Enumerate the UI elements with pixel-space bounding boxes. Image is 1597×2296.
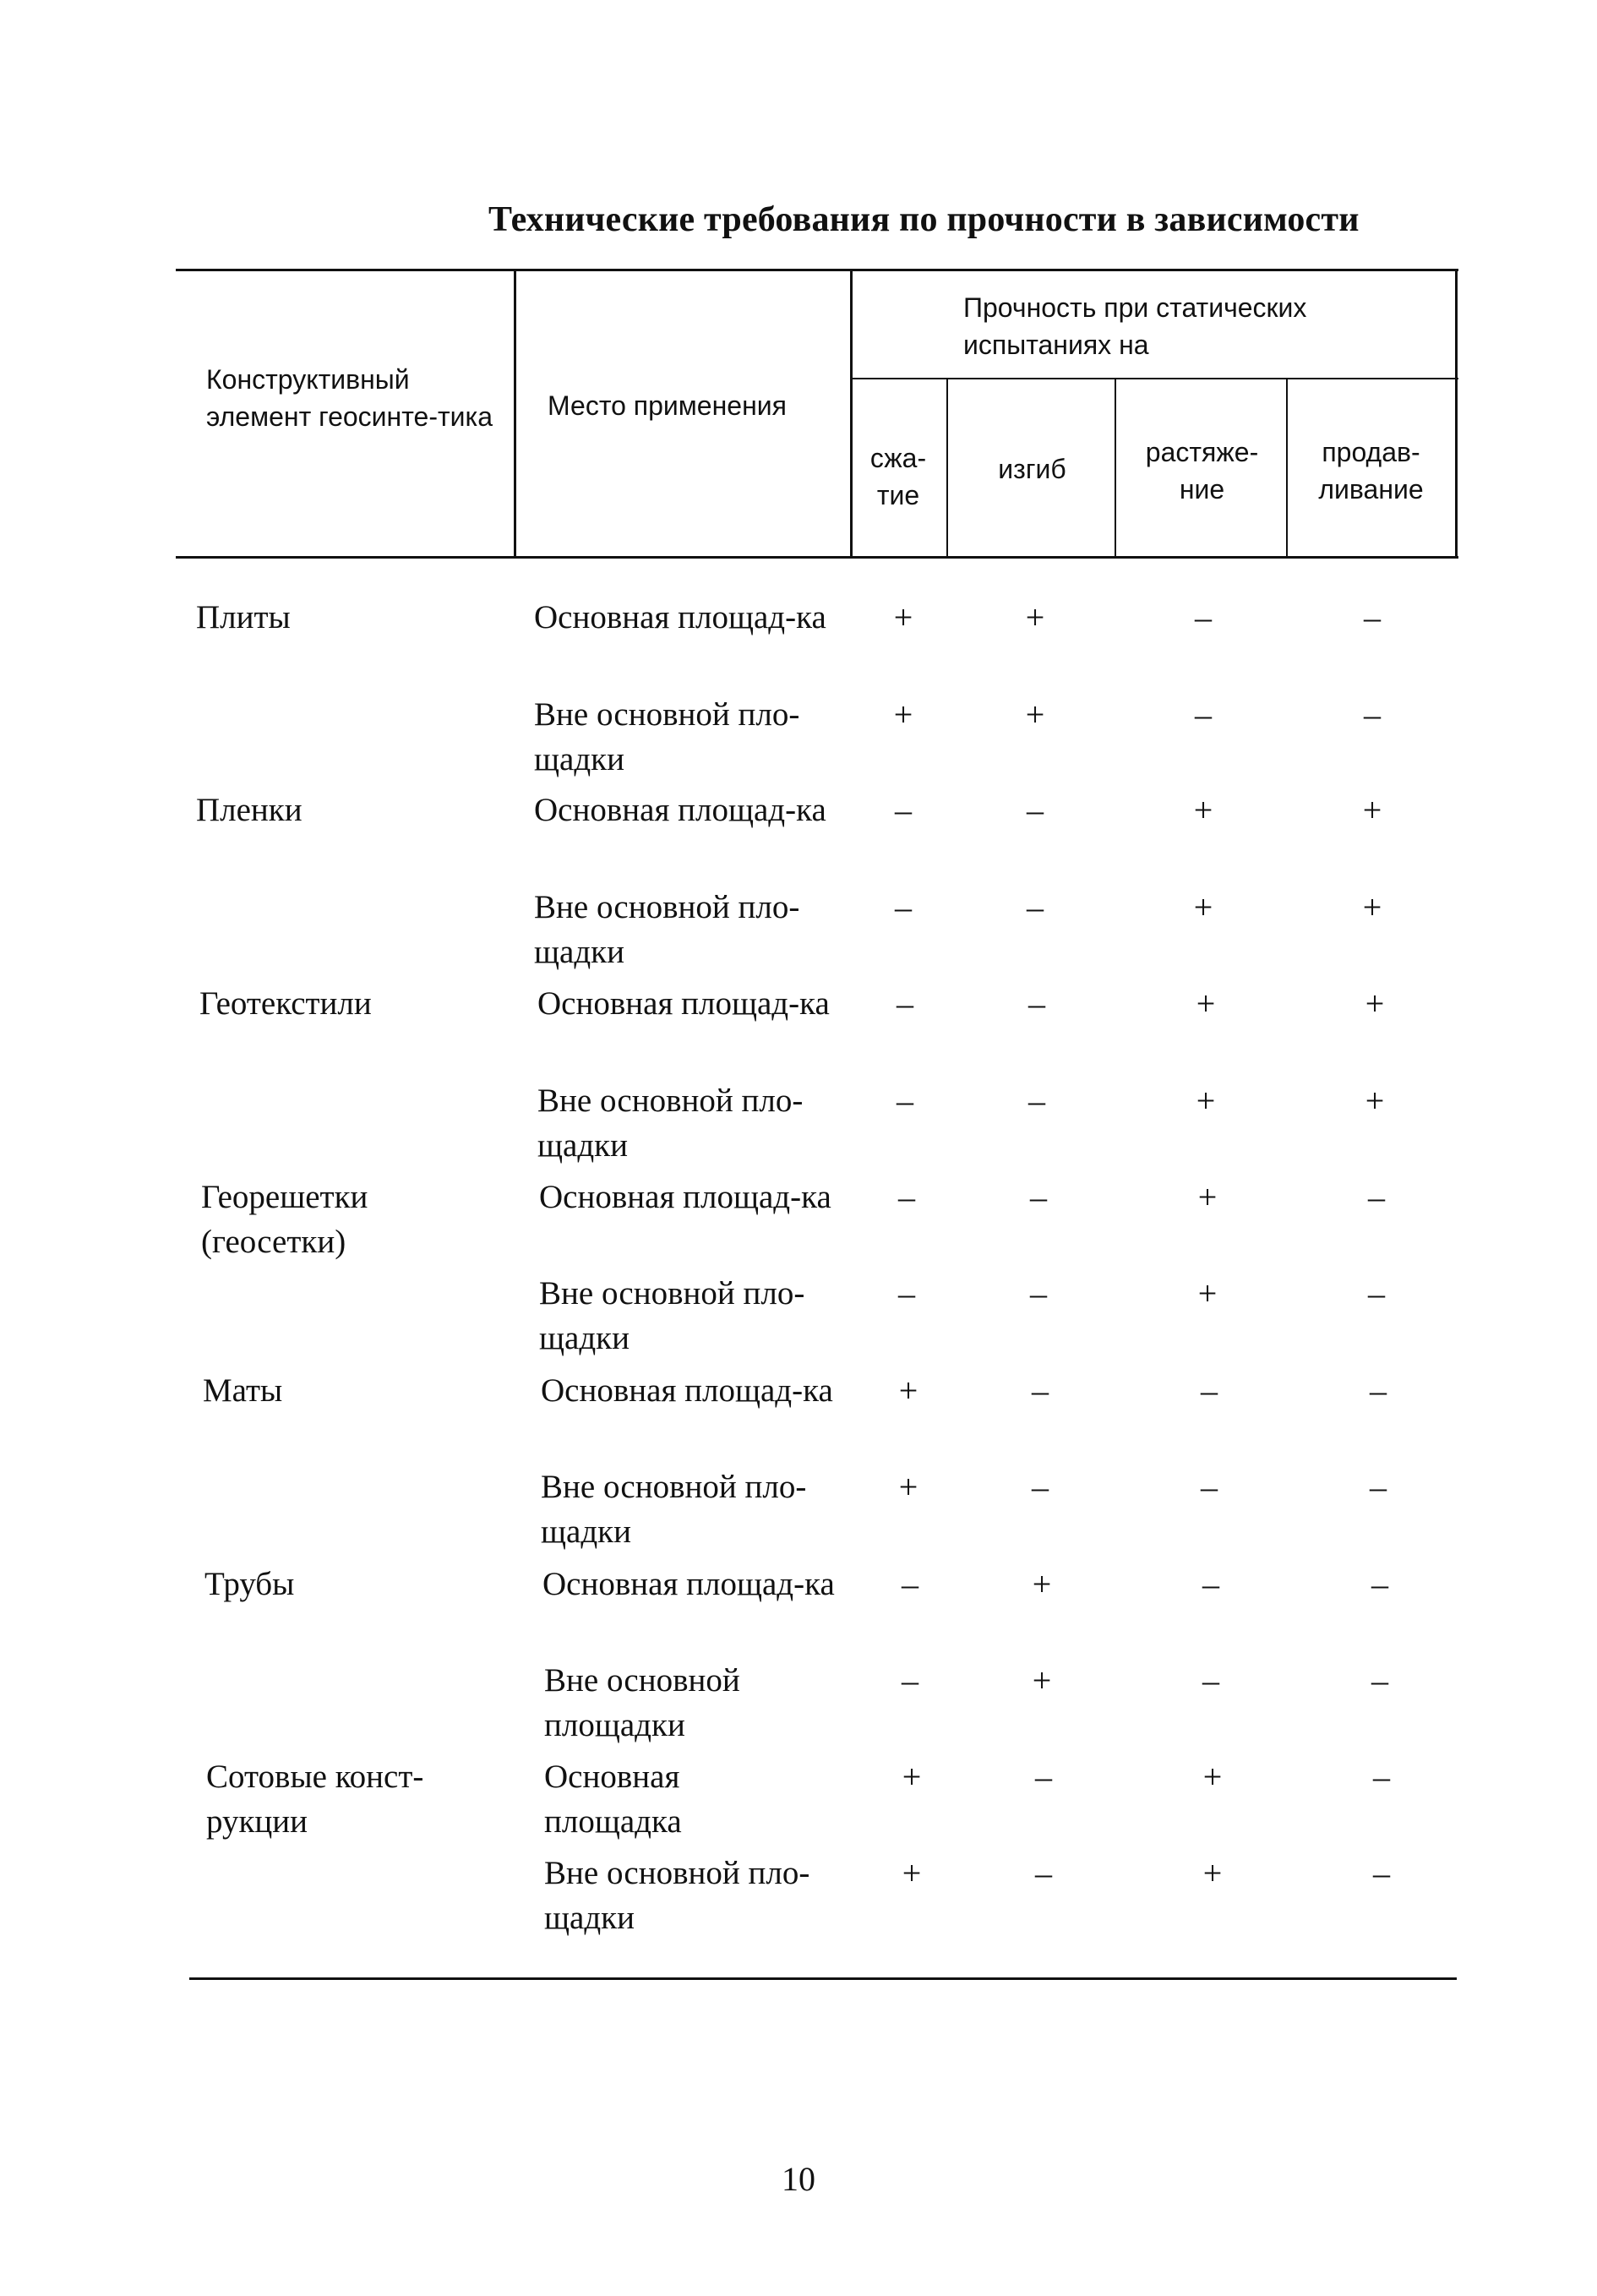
mark-bending: – <box>1030 1178 1047 1216</box>
mark-tension: + <box>1193 888 1213 926</box>
mark-bending: – <box>1028 1082 1045 1120</box>
header-divider-3 <box>946 378 948 559</box>
mark-bending: + <box>1025 598 1045 636</box>
table-title: Технические требования по прочности в зависимости <box>488 200 1360 239</box>
mark-compression: – <box>898 1178 915 1216</box>
mark-tension: – <box>1201 1372 1218 1410</box>
mark-bending: – <box>1032 1372 1049 1410</box>
mark-tension: + <box>1197 1178 1218 1216</box>
place-name: Вне основной пло-щадки <box>534 696 800 777</box>
mark-bending: + <box>1032 1565 1052 1603</box>
mark-tension: + <box>1193 791 1213 829</box>
place-name: Вне основной пло-щадки <box>541 1469 807 1550</box>
header-top-rule <box>176 269 1458 271</box>
header-divider-5 <box>1286 378 1288 559</box>
mark-tension: + <box>1202 1758 1223 1796</box>
header-element: Конструктивный элемент геосинте-тика <box>206 364 493 432</box>
header-compression: сжа-тие <box>869 443 927 510</box>
mark-bending: + <box>1032 1661 1052 1699</box>
page-number: 10 <box>782 2160 815 2198</box>
element-name: Георешетки (геосетки) <box>201 1179 368 1260</box>
mark-bending: – <box>1035 1758 1052 1796</box>
mark-compression: + <box>898 1468 918 1506</box>
mark-punching: – <box>1373 1758 1390 1796</box>
element-name: Трубы <box>204 1566 295 1602</box>
mark-punching: + <box>1365 1082 1385 1120</box>
mark-punching: – <box>1370 1468 1387 1506</box>
place-name: Основная площад-ка <box>534 792 826 828</box>
mark-bending: – <box>1032 1468 1049 1506</box>
mark-bending: – <box>1035 1854 1052 1892</box>
element-name: Пленки <box>196 792 303 828</box>
place-name: Вне основной площадки <box>544 1662 740 1743</box>
mark-punching: – <box>1364 598 1381 636</box>
mark-tension: + <box>1196 1082 1216 1120</box>
mark-bending: – <box>1027 888 1044 926</box>
mark-compression: + <box>893 695 913 734</box>
mark-tension: – <box>1202 1565 1219 1603</box>
mark-punching: – <box>1364 695 1381 734</box>
mark-tension: + <box>1202 1854 1223 1892</box>
element-name: Сотовые конст-рукции <box>206 1759 424 1840</box>
mark-punching: – <box>1368 1178 1385 1216</box>
place-name: Основная площад-ка <box>541 1372 833 1409</box>
element-name: Геотекстили <box>199 985 372 1022</box>
mark-tension: – <box>1201 1468 1218 1506</box>
mark-compression: + <box>898 1372 918 1410</box>
mark-punching: – <box>1370 1372 1387 1410</box>
mark-punching: – <box>1373 1854 1390 1892</box>
header-subgroup-rule <box>850 378 1458 379</box>
header-punching: продав-ливание <box>1318 437 1424 504</box>
header-bottom-rule <box>176 556 1458 559</box>
place-name: Вне основной пло-щадки <box>537 1083 804 1164</box>
mark-compression: – <box>895 888 912 926</box>
place-name: Основная площад-ка <box>542 1566 835 1602</box>
header-strength-group: Прочность при статических испытаниях на <box>963 292 1307 360</box>
header-place: Место применения <box>548 390 787 421</box>
mark-compression: – <box>902 1661 918 1699</box>
mark-tension: – <box>1195 695 1212 734</box>
mark-bending: – <box>1027 791 1044 829</box>
header-divider-2 <box>850 269 853 559</box>
mark-compression: – <box>898 1274 915 1312</box>
mark-compression: + <box>893 598 913 636</box>
place-name: Вне основной пло-щадки <box>539 1275 805 1356</box>
element-name: Маты <box>203 1372 283 1409</box>
mark-punching: + <box>1362 791 1382 829</box>
element-name: Плиты <box>196 599 291 635</box>
mark-compression: – <box>897 1082 913 1120</box>
place-name: Вне основной пло-щадки <box>534 889 800 970</box>
header-tension: растяже-ние <box>1145 437 1259 504</box>
header-bending: изгиб <box>998 454 1066 484</box>
mark-punching: – <box>1368 1274 1385 1312</box>
mark-tension: – <box>1195 598 1212 636</box>
mark-compression: – <box>895 791 912 829</box>
mark-punching: + <box>1365 984 1385 1023</box>
mark-bending: – <box>1028 984 1045 1023</box>
place-name: Основная площад-ка <box>537 985 830 1022</box>
header-divider-4 <box>1115 378 1116 559</box>
mark-bending: – <box>1030 1274 1047 1312</box>
place-name: Основная площад-ка <box>534 599 826 635</box>
mark-compression: + <box>902 1854 922 1892</box>
place-name: Вне основной пло-щадки <box>544 1855 810 1936</box>
header-divider-1 <box>514 269 516 559</box>
mark-tension: – <box>1202 1661 1219 1699</box>
place-name: Основная площадка <box>544 1759 682 1840</box>
mark-tension: + <box>1197 1274 1218 1312</box>
mark-compression: – <box>897 984 913 1023</box>
mark-compression: – <box>902 1565 918 1603</box>
table-bottom-rule <box>189 1977 1457 1980</box>
mark-punching: + <box>1362 888 1382 926</box>
place-name: Основная площад-ка <box>539 1179 831 1215</box>
mark-punching: – <box>1371 1661 1388 1699</box>
header-right-border <box>1455 269 1458 559</box>
mark-bending: + <box>1025 695 1045 734</box>
mark-punching: – <box>1371 1565 1388 1603</box>
mark-compression: + <box>902 1758 922 1796</box>
mark-tension: + <box>1196 984 1216 1023</box>
